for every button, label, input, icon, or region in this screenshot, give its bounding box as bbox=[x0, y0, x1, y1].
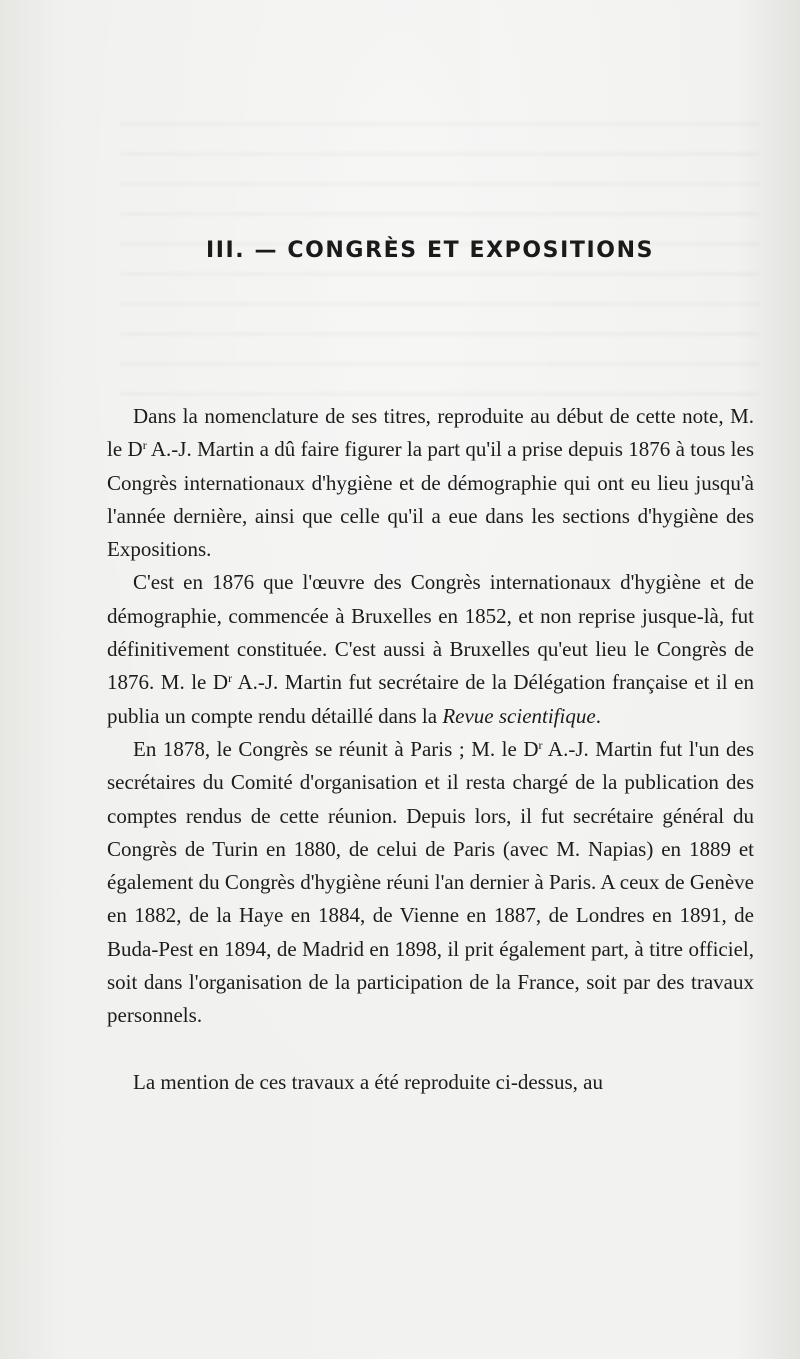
journal-title: Revue scientifique bbox=[442, 703, 596, 728]
paragraph-2 bbox=[107, 566, 754, 732]
paragraph-4 bbox=[107, 1066, 754, 1099]
paragraph-2-text-c: . bbox=[595, 703, 601, 728]
paragraph-3-text-a: En 1878, le Congrès se réunit à Paris ; M. le D bbox=[133, 736, 539, 761]
paragraph-3-text-b: A.-J. Martin fut l'un des secrétaires du Comité d'organisation et il resta chargé de la publication des comptes rendus de cette réunion. Depuis lors, il fut secrétaire général du Congrès de Turin en 1880, de celui de Paris (avec M. Napias) en 1889 et également du Congrès d'hygiène réuni l'an dernier à Paris. A ceux de Genève en 1882, de la Haye en 1884, de Vienne en 1887, de Londres en 1891, de Buda-Pest en 1894, de Madrid en 1898, il prit également part, à titre officiel, soit dans l'organisation de la participation de la France, soit par des travaux personnels. bbox=[107, 736, 754, 1028]
paragraph-1 bbox=[107, 400, 754, 566]
paragraph-4-text: La mention de ces travaux a été reproduite ci-dessus, au bbox=[133, 1069, 603, 1094]
paragraph-2-superscript: r bbox=[228, 671, 233, 686]
body-text bbox=[107, 400, 754, 1099]
paragraph-1-text-a: Dans la nomenclature de ses titres, reproduite au début de cette note, M. le D bbox=[107, 404, 754, 462]
paragraph-1-superscript: r bbox=[142, 438, 147, 453]
paragraph-1-text-b: A.-J. Martin a dû faire figurer la part qu'il a prise depuis 1876 à tous les Congrès internationaux d'hygiène et de démographie qui ont eu lieu jusqu'à l'année dernière, ainsi que celle qu'il a eue dans les sections d'hygiène des Expositions. bbox=[107, 437, 754, 562]
paragraph-2-text-a: C'est en 1876 que l'œuvre des Congrès internationaux d'hygiène et de démographie, commencée à Bruxelles en 1852, et non reprise jusque-là, fut définitivement constituée. C'est aussi à Bruxelles qu'eut lieu le Congrès de 1876. M. le D bbox=[107, 570, 754, 695]
paragraph-3 bbox=[107, 733, 754, 1033]
paragraph-3-superscript: r bbox=[538, 737, 543, 752]
section-heading: III. — CONGRÈS ET EXPOSITIONS bbox=[205, 238, 655, 263]
paragraph-2-text-b: A.-J. Martin fut secrétaire de la Délégation française et il en publia un compte rendu détaillé dans la bbox=[107, 670, 754, 728]
